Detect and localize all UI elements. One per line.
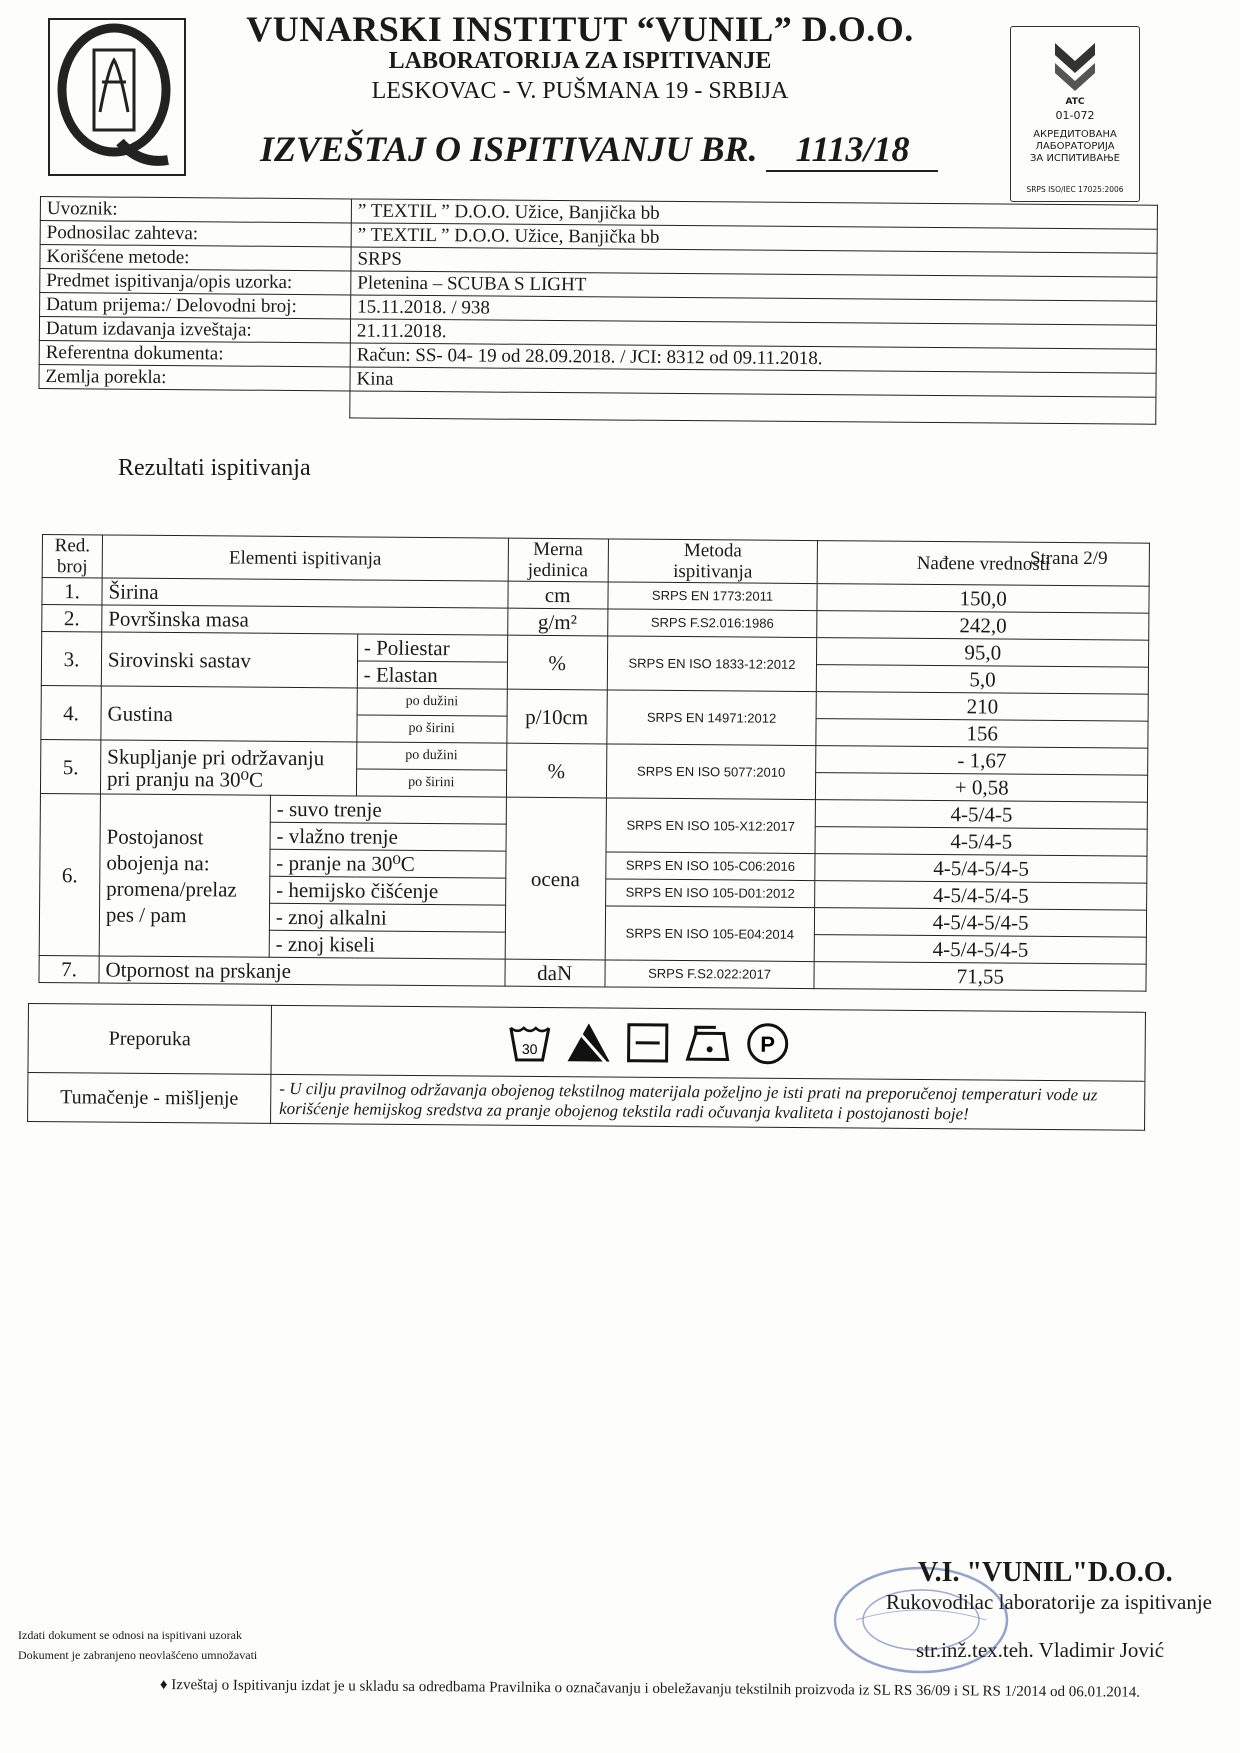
footer-note: Izdati dokument se odnosi na ispitivani uzorak — [18, 1628, 242, 1642]
atc-number: 01-072 — [1055, 109, 1095, 122]
row-no: 4. — [41, 685, 101, 739]
wash-30-icon — [507, 1020, 551, 1064]
row-element-line2: obojenja na: — [106, 850, 210, 875]
row-sub: po dužini — [357, 688, 507, 716]
institute-name: VUNARSKI INSTITUT “VUNIL” D.O.O. — [246, 9, 914, 49]
row-value: 95,0 — [817, 638, 1149, 668]
row-method: SRPS F.S2.016:1986 — [607, 609, 817, 638]
recommendation-table — [27, 1003, 1146, 1131]
report-number: 1113/18 — [766, 128, 938, 172]
row-sub: po širini — [356, 769, 506, 797]
dry-flat-icon — [625, 1021, 669, 1065]
info-value: ” TEXTIL ” D.O.O. Užice, Banjička bb — [351, 199, 1157, 229]
row-sub: - Elastan — [357, 661, 507, 689]
wash-temp-text: 30 — [521, 1040, 538, 1057]
atc-text — [1011, 129, 1139, 165]
row-element: Površinska masa — [102, 605, 508, 635]
atc-logo-icon — [1045, 33, 1105, 97]
signature-org: V.I. "VUNIL"D.O.O. — [918, 1557, 1173, 1588]
row-sub: - znoj kiseli — [269, 930, 505, 959]
report-title-text: IZVEŠTAJ O ISPITIVANJU BR. — [260, 129, 758, 169]
interpretation-label: Tumačenje - mišljenje — [28, 1073, 271, 1124]
header-element: Elementi ispitivanja — [102, 535, 508, 581]
row-unit: cm — [508, 581, 608, 609]
row-value: 4-5/4-5/4-5 — [815, 881, 1147, 911]
row-method: SRPS EN ISO 1833-12:2012 — [607, 636, 817, 692]
care-symbols-group — [279, 1010, 1136, 1077]
signature-name: str.inž.tex.teh. Vladimir Jović — [916, 1638, 1165, 1662]
row-method: SRPS EN 1773:2011 — [608, 582, 818, 611]
info-value: ” TEXTIL ” D.O.O. Užice, Banjička bb — [351, 223, 1157, 253]
row-element: Gustina — [101, 686, 357, 742]
header-no — [42, 535, 102, 578]
header-no-line2: broj — [56, 556, 88, 578]
row-unit: daN — [505, 959, 605, 987]
signature-role: Rukovodilac laboratorije za ispitivanje — [886, 1590, 1212, 1614]
row-method: SRPS EN ISO 105-D01:2012 — [605, 879, 815, 908]
row-unit: % — [507, 635, 607, 690]
info-value: 15.11.2018. / 938 — [351, 295, 1157, 325]
header-method-line2: ispitivanja — [673, 560, 753, 583]
info-value: 21.11.2018. — [350, 319, 1156, 349]
institute-logo — [48, 18, 186, 176]
row-sub: po dužini — [356, 742, 506, 770]
header-no-line1: Red. — [54, 535, 91, 557]
row-value: 71,55 — [814, 962, 1146, 992]
row-value: 156 — [816, 719, 1148, 749]
row-value: 150,0 — [817, 584, 1149, 614]
row-no: 3. — [41, 632, 101, 686]
footer-note: Dokument je zabranjeno neovlašćeno umnožavati — [18, 1648, 258, 1662]
info-label: Zemlja porekla: — [39, 364, 350, 390]
row-value: 4-5/4-5/4-5 — [815, 935, 1147, 965]
row-element-line1: Postojanost — [106, 824, 204, 849]
header-method — [608, 539, 818, 584]
dry-clean-p-icon — [745, 1022, 789, 1066]
info-label: Uvoznik: — [40, 197, 351, 223]
page-number: Strana 2/9 — [1030, 548, 1108, 569]
info-value: Pletenina – SCUBA S LIGHT — [351, 271, 1157, 301]
info-label: Korišćene metode: — [40, 245, 351, 271]
info-value: SRPS — [351, 247, 1157, 277]
dryclean-letter: P — [759, 1031, 775, 1057]
row-sub: - suvo trenje — [270, 795, 506, 824]
info-label: Datum izdavanja izveštaja: — [39, 317, 350, 343]
atc-text-line2: ЛАБОРАТОРИЈА — [1035, 141, 1115, 152]
row-unit: ocena — [505, 797, 606, 960]
row-method: SRPS EN 14971:2012 — [606, 690, 816, 746]
row-value: + 0,58 — [816, 773, 1148, 803]
info-table — [38, 196, 1158, 425]
info-blank — [39, 388, 350, 417]
row-value: 210 — [816, 692, 1148, 722]
footer-legal-note: ♦ Izveštaj o Ispitivanju izdat je u skladu sa odredbama Pravilnika o označavanju i obeležavanju tekstilnih proizvoda iz SL RS 36/09 i SL RS 1/2014 od 06.01.2014. — [159, 1676, 1141, 1701]
laboratory-name: LABORATORIJA ZA ISPITIVANJE — [388, 48, 772, 74]
iron-low-icon — [683, 1021, 731, 1065]
row-element-line3: promena/prelaz — [106, 876, 237, 902]
care-symbols — [271, 1005, 1146, 1081]
interpretation-text: - U cilju pravilnog održavanja obojenog tekstilnog materijala poželjno je isti prati na preporučenoj temperaturi vode uz korišćenje hemijskog sredstva za pranje obojenog tekstila radi očuvanja kvaliteta i postojanosti boje! — [271, 1074, 1145, 1130]
row-value: 5,0 — [817, 665, 1149, 695]
atc-label: ATC — [1065, 97, 1085, 107]
recommendation-row — [28, 1004, 1146, 1082]
header-method-line1: Metoda — [683, 540, 743, 562]
info-label: Referentna dokumenta: — [39, 340, 350, 366]
row-method: SRPS F.S2.022:2017 — [605, 960, 815, 989]
info-value: Kina — [350, 367, 1156, 397]
report-title — [260, 128, 938, 172]
row-unit: p/10cm — [507, 689, 607, 744]
row-element-line1: Skupljanje pri održavanju — [107, 744, 325, 770]
row-element: Otpornost na prskanje — [99, 956, 505, 986]
row-value: 4-5/4-5 — [815, 827, 1147, 857]
row-sub: po širini — [357, 715, 507, 743]
results-heading: Rezultati ispitivanja — [118, 455, 311, 481]
row-method: SRPS EN ISO 105-X12:2017 — [606, 798, 816, 854]
info-label: Datum prijema:/ Delovodni broj: — [40, 293, 351, 319]
header-unit — [508, 538, 608, 582]
header-unit-line2: jedinica — [527, 559, 589, 582]
row-element-line4: pes / pam — [105, 902, 187, 927]
row-sub: - vlažno trenje — [270, 822, 506, 851]
header-unit-line1: Merna — [533, 538, 583, 561]
recommendation-label: Preporuka — [28, 1004, 272, 1075]
row-no: 6. — [39, 793, 100, 955]
row-sub: - hemijsko čišćenje — [270, 876, 506, 905]
accreditation-badge — [1010, 26, 1140, 202]
row-element-line2: pri pranju na 30⁰C — [106, 766, 264, 792]
row-no: 5. — [40, 739, 100, 793]
row-value: 4-5/4-5/4-5 — [815, 854, 1147, 884]
results-table — [38, 534, 1149, 992]
row-value: 242,0 — [817, 611, 1149, 641]
info-value: Račun: SS- 04- 19 od 28.09.2018. / JCI: 8312 od 09.11.2018. — [350, 343, 1156, 373]
row-unit: g/m² — [507, 608, 607, 636]
atc-text-line1: АКРЕДИТОВАНА — [1033, 129, 1117, 140]
row-sub: - Poliestar — [357, 634, 507, 662]
row-element: Sirovinski sastav — [101, 632, 357, 688]
row-no: 7. — [39, 955, 99, 982]
row-no: 2. — [42, 605, 102, 632]
no-bleach-icon — [565, 1020, 611, 1064]
interpretation-row — [28, 1073, 1145, 1131]
info-label: Predmet ispitivanja/opis uzorka: — [40, 269, 351, 295]
info-label: Podnosilac zahteva: — [40, 221, 351, 247]
row-value: 4-5/4-5 — [816, 800, 1148, 830]
row-method: SRPS EN ISO 5077:2010 — [606, 744, 816, 800]
row-sub: - znoj alkalni — [269, 903, 505, 932]
row-value: - 1,67 — [816, 746, 1148, 776]
row-no: 1. — [42, 578, 102, 605]
row-element — [100, 740, 356, 796]
row-value: 4-5/4-5/4-5 — [815, 908, 1147, 938]
header-values: Nađene vrednosti — [818, 541, 1150, 587]
atc-standard: SRPS ISO/IEC 17025:2006 — [1026, 185, 1124, 194]
atc-text-line3: ЗА ИСПИТИВАЊЕ — [1030, 153, 1120, 164]
row-sub: - pranje na 30⁰C — [270, 849, 506, 878]
row-unit: % — [506, 743, 606, 798]
row-element: Širina — [102, 578, 508, 608]
institute-address: LESKOVAC - V. PUŠMANA 19 - SRBIJA — [371, 78, 789, 104]
row-method: SRPS EN ISO 105-C06:2016 — [605, 852, 815, 881]
row-element — [99, 794, 270, 957]
row-method: SRPS EN ISO 105-E04:2014 — [605, 906, 815, 962]
info-blank — [350, 391, 1156, 424]
